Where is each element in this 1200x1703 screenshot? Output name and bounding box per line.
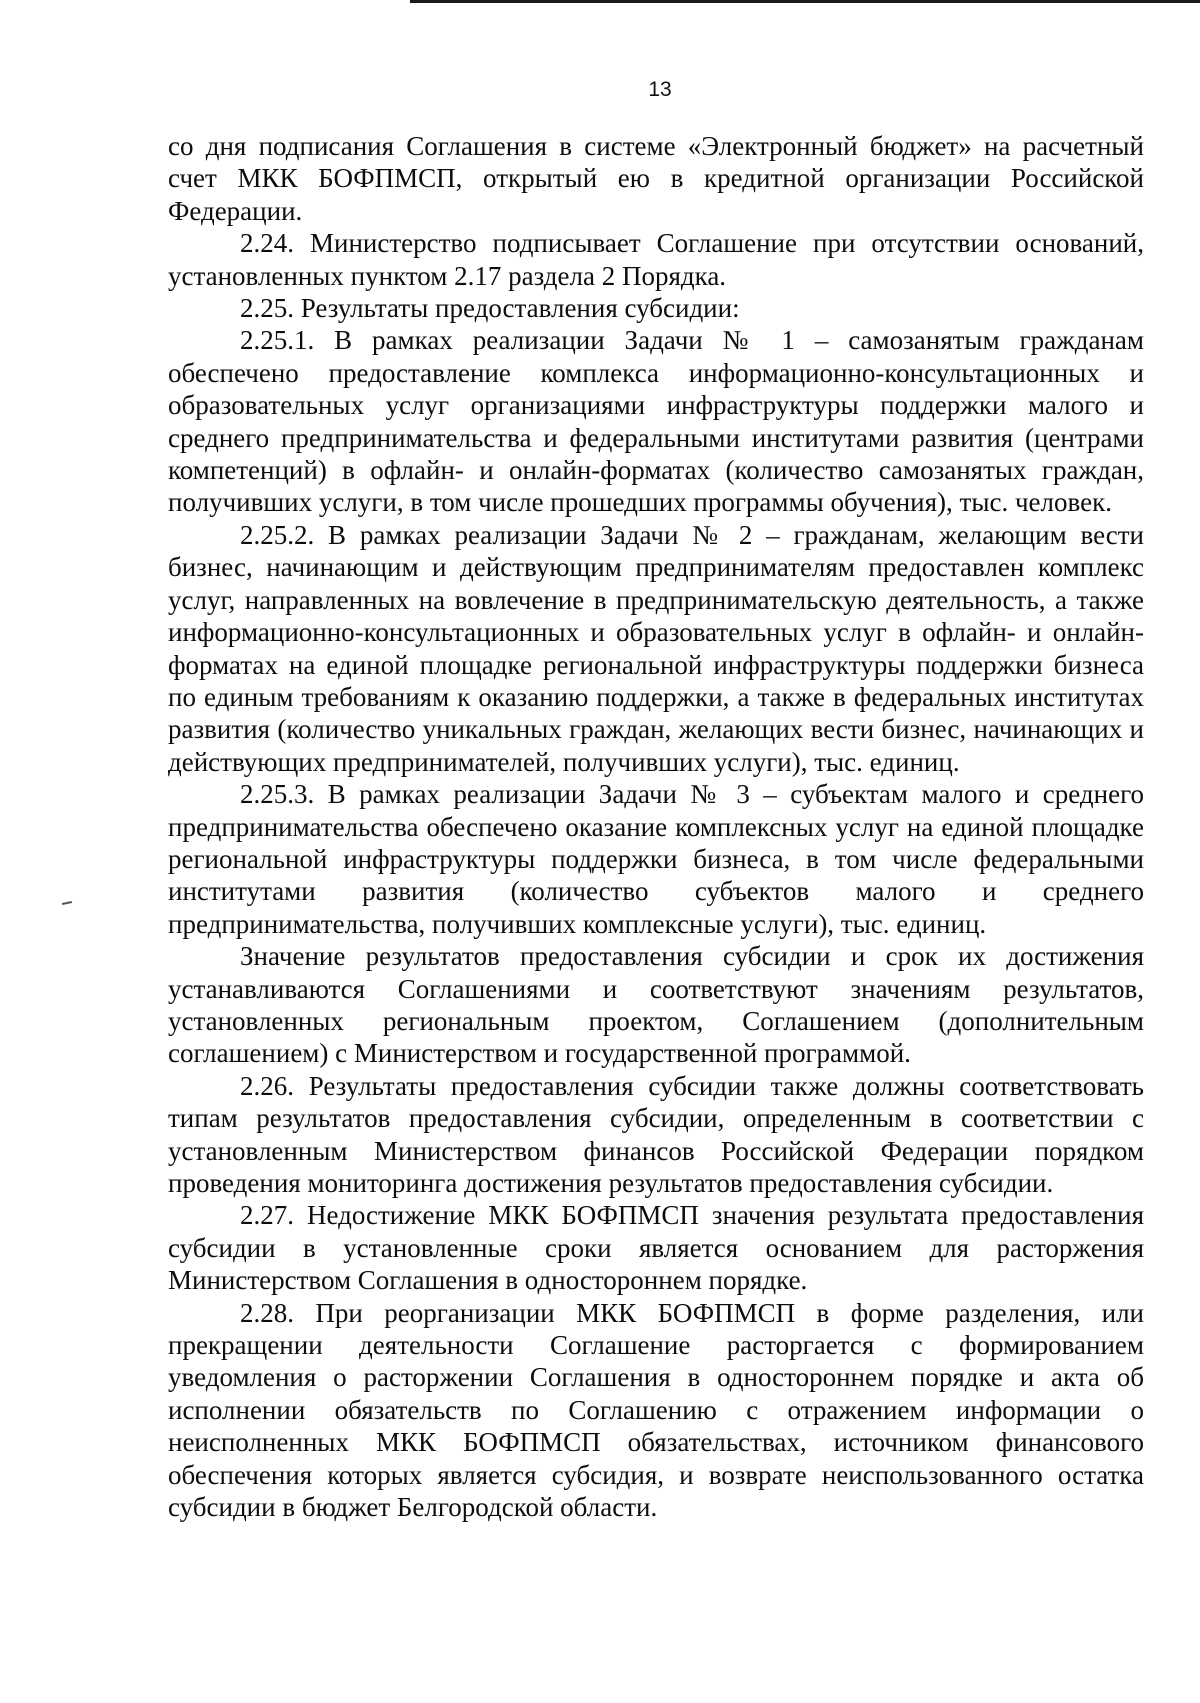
page-number: 13 <box>648 78 672 101</box>
document-body <box>168 130 1144 1523</box>
paragraph-2-25: 2.25. Результаты предоставления субсидии: <box>240 293 740 324</box>
paragraph-continuation: со дня подписания Соглашения в системе «Электронный бюджет» на расчетный счет МКК БОФПМСП, открытый ею в кредитной организации Российской Федерации. <box>168 131 1144 226</box>
margin-scan-mark <box>62 901 72 905</box>
paragraph-2-24: 2.24. Министерство подписывает Соглашение при отсутствии оснований, установленных пунктом 2.17 раздела 2 Порядка. <box>168 228 1144 291</box>
top-border-line <box>410 0 1200 3</box>
paragraph-2-27: 2.27. Недостижение МКК БОФПМСП значения результата предоставления субсидии в установленные сроки является основанием для расторжения Министерством Соглашения в одностороннем порядке. <box>168 1200 1144 1296</box>
paragraph-2-25-3: 2.25.3. В рамках реализации Задачи № 3 – субъектам малого и среднего предпринимательства обеспечено оказание комплексных услуг на единой площадке региональной инфраструктуры поддержки бизнеса, в том числе федеральными институтами развития (количество субъектов малого и среднего предпринимательства, получивших комплексные услуги), тыс. единиц. <box>168 779 1144 939</box>
paragraph-2-26: 2.26. Результаты предоставления субсидии также должны соответствовать типам результатов предоставления субсидии, определенным в соответствии с установленным Министерством финансов Российской Федерации порядком проведения мониторинга достижения результатов предоставления субсидии. <box>168 1070 1144 1198</box>
paragraph-results-value: Значение результатов предоставления субсидии и срок их достижения устанавливаются Соглашениями и соответствуют значениям результатов, установленных региональным проектом, Соглашением (дополнительным соглашением) с Министерством и государственной программой. <box>168 941 1144 1069</box>
paragraph-2-25-1: 2.25.1. В рамках реализации Задачи № 1 – самозанятым гражданам обеспечено предоставление комплекса информационно-консультационных и образовательных услуг организациями инфраструктуры поддержки малого и среднего предпринимательства и федеральными институтами развития (центрами компетенций) в офлайн- и онлайн-форматах (количество самозанятых граждан, получивших услуги, в том числе прошедших программы обучения), тыс. человек. <box>168 325 1144 518</box>
paragraph-2-28: 2.28. При реорганизации МКК БОФПМСП в форме разделения, или прекращении деятельности Соглашение расторгается с формированием уведомления о расторжении Соглашения в одностороннем порядке и акта об исполнении обязательств по Соглашению с отражением информации о неисполненных МКК БОФПМСП обязательствах, источником финансового обеспечения которых является субсидия, и возврате неиспользованного остатка субсидии в бюджет Белгородской области. <box>168 1297 1144 1523</box>
paragraph-2-25-2: 2.25.2. В рамках реализации Задачи № 2 – гражданам, желающим вести бизнес, начинающим и действующим предпринимателям предоставлен комплекс услуг, направленных на вовлечение в предпринимательскую деятельность, а также информационно-консультационных и образовательных услуг в офлайн- и онлайн-форматах на единой площадке региональной инфраструктуры поддержки бизнеса по единым требованиям к оказанию поддержки, а также в федеральных институтах развития (количество уникальных граждан, желающих вести бизнес, начинающих и действующих предпринимателей, получивших услуги), тыс. единиц. <box>168 519 1144 777</box>
